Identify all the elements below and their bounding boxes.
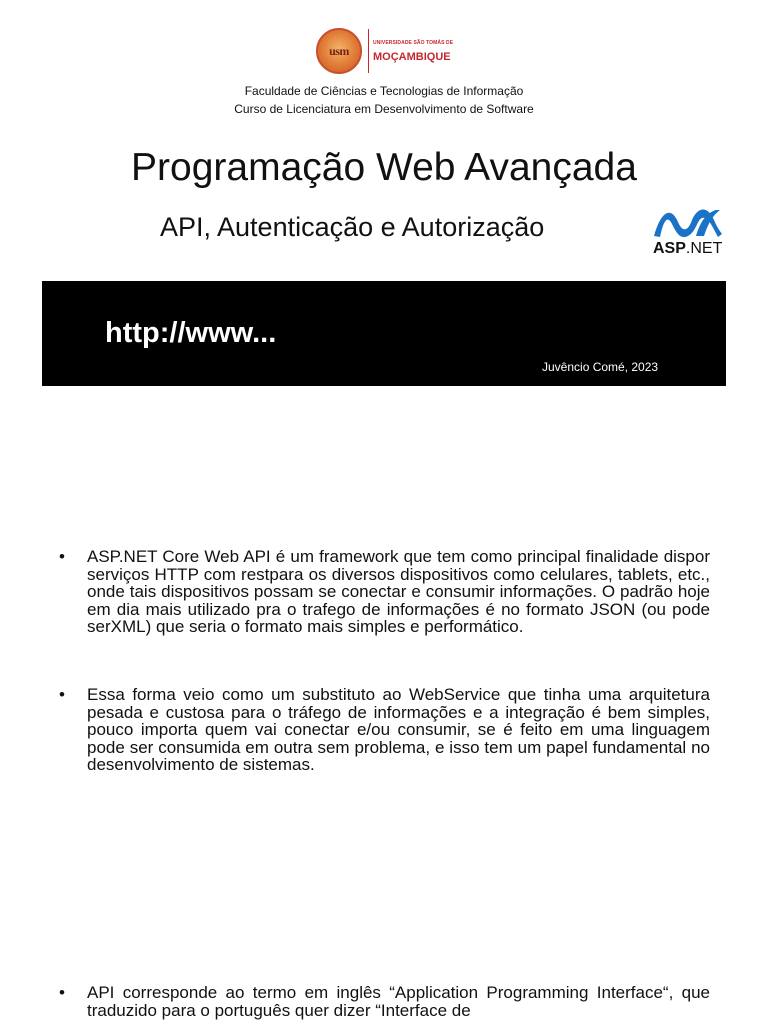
university-name-big: MOÇAMBIQUE	[373, 50, 451, 63]
aspnet-wave-icon	[652, 206, 724, 240]
banner-author: Juvêncio Comé, 2023	[542, 360, 659, 374]
bullet-marker: •	[59, 983, 65, 1002]
bullet-text: Essa forma veio como um substituto ao WebService que tinha uma arquitetura pesada e custosa para o tráfego de informações e a integração é bem simples, pouco importa quem vai conectar e/ou consumir, se é feito em uma linguagem pode ser consumida em outra sem problema, e isso tem um papel fundamental no desenvolvimento de sistemas.	[87, 685, 710, 774]
page-title: Programação Web Avançada	[131, 146, 637, 189]
aspnet-label-rest: .NET	[685, 240, 723, 257]
bullet-text: API corresponde ao termo em inglês “Application Programming Interface“, que traduzido para o português quer dizer “Interface de	[87, 983, 710, 1020]
faculty-name: Faculdade de Ciências e Tecnologias de Informação	[244, 84, 524, 98]
university-name	[373, 40, 453, 63]
banner-url: http://www...	[105, 317, 277, 349]
logo-divider	[368, 29, 369, 73]
university-name-small: UNIVERSIDADE SÃO TOMÁS DE	[373, 39, 454, 46]
university-logo	[316, 28, 453, 74]
course-name: Curso de Licenciatura em Desenvolvimento de Software	[234, 102, 534, 116]
list-item	[59, 686, 710, 774]
list-item	[59, 984, 710, 1019]
list-item	[59, 548, 710, 636]
page-subtitle: API, Autenticação e Autorização	[160, 212, 545, 242]
title-banner	[42, 281, 726, 386]
aspnet-logo	[650, 206, 726, 258]
aspnet-label-bold: ASP	[653, 240, 686, 257]
bullet-marker: •	[59, 547, 65, 566]
university-seal-icon	[316, 28, 362, 74]
bullet-text: ASP.NET Core Web API é um framework que tem como principal finalidade dispor serviços HTTP com restpara os diversos dispositivos como celulares, tablets, etc., onde tais dispositivos possam se conectar e consumir informações. O padrão hoje em dia mais utilizado pra o trafego de informações é no formato JSON (ou pode serXML) que seria o formato mais simples e performático.	[87, 547, 710, 636]
bullet-marker: •	[59, 685, 65, 704]
seal-text: usm	[329, 43, 349, 58]
aspnet-label	[653, 240, 722, 258]
